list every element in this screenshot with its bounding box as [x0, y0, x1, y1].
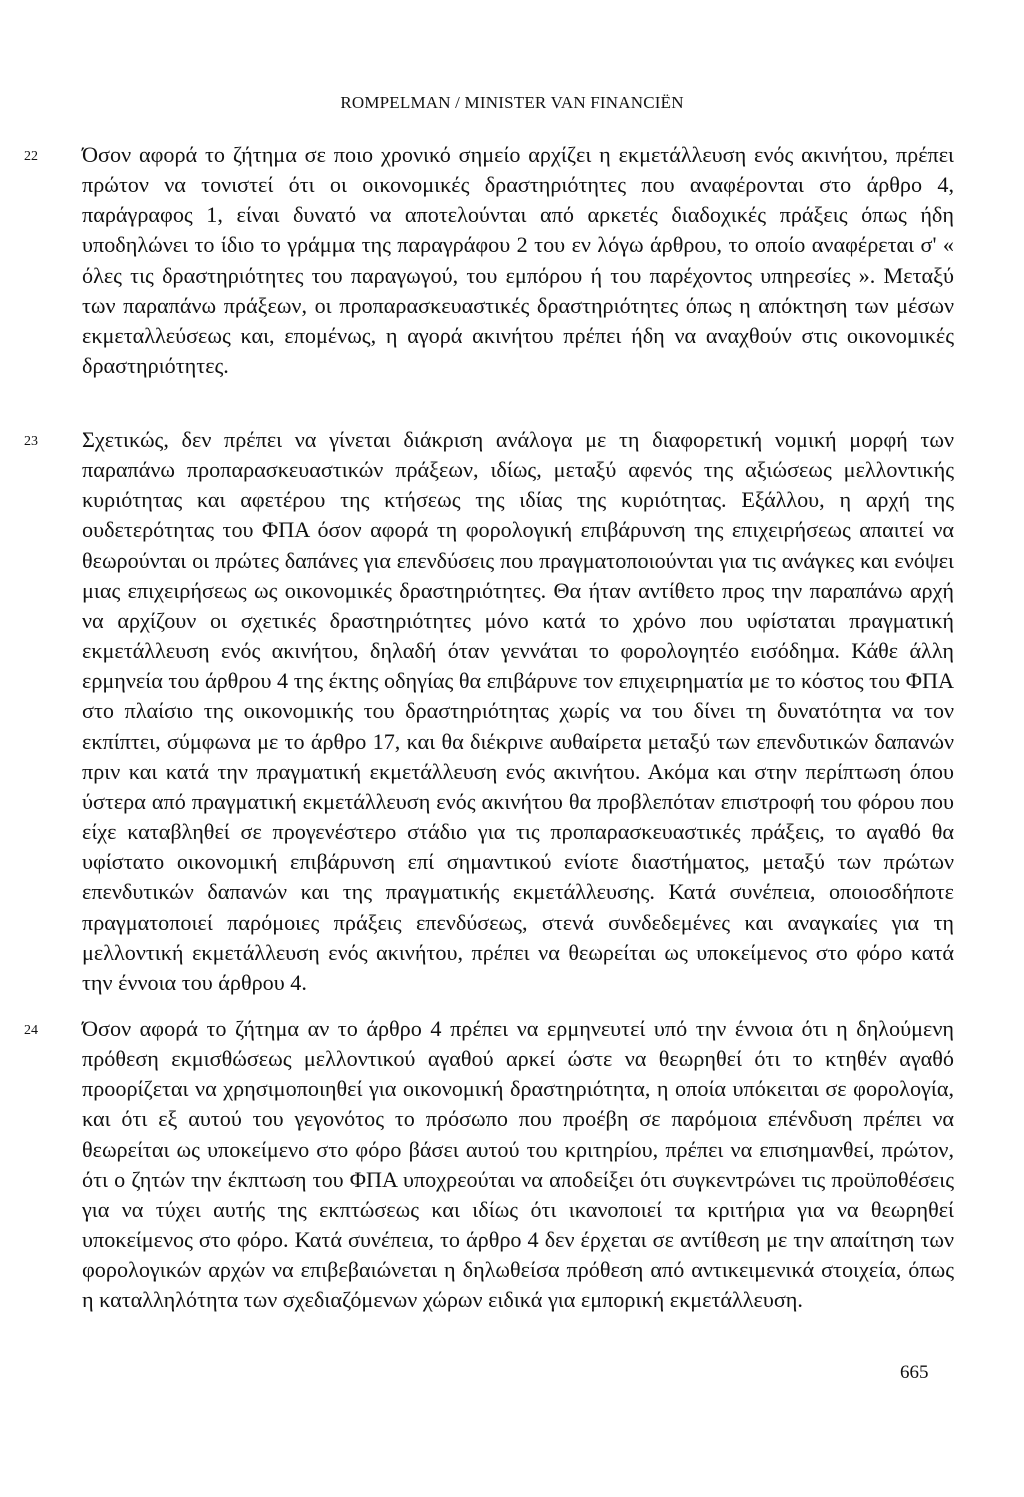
paragraph-23: Σχετικώς, δεν πρέπει να γίνεται διάκριση ανάλογα με τη διαφορετική νομική μορφή των παραπάνω προπαρασκευαστικών πράξεων, ιδίως, μεταξύ αφενός της αξιώσεως μελλοντικής κυριότητας και αφετέρου της κτήσεως της ιδίας της κυριότητας. Εξάλλου, η αρχή της ουδετερότητας του ΦΠΑ όσον αφορά τη φορολογική επιβάρυνση της επιχειρήσεως απαιτεί να θεωρούνται οι πρώτες δαπάνες για επενδύσεις που πραγματοποιούνται για τις ανάγκες και ενόψει μιας επιχειρήσεως ως οικονομικές δραστηριότητες. Θα ήταν αντίθετο προς την παραπάνω αρχή να αρχίζουν οι σχετικές δραστηριότητες μόνο κατά το χρόνο που υφίσταται πραγματική εκμετάλλευση ενός ακινήτου, δηλαδή όταν γεννάται το φορολογητέο εισόδημα. Κάθε άλλη ερμηνεία του άρθρου 4 της έκτης οδηγίας θα επιβάρυνε τον επιχειρηματία με το κόστος του ΦΠΑ στο πλαίσιο της οικονομικής του δραστηριότητας χωρίς να του δίνει τη δυνατότητα να τον εκπίπτει, σύμφωνα με το άρθρο 17, και θα διέκρινε αυθαίρετα μεταξύ των επενδυτικών δαπανών πριν και κατά την πραγματική εκμετάλλευση ενός ακινήτου. Ακόμα και στην περίπτωση όπου ύστερα από πραγματική εκμετάλλευση ενός ακινήτου θα προβλεπόταν επιστροφή του φόρου που είχε καταβληθεί σε προγενέστερο στάδιο για τις προπαρασκευαστικές πράξεις, το αγαθό θα υφίστατο οικονομική επιβάρυνση επί σημαντικού ενίοτε διαστήματος, μεταξύ των πρώτων επενδυτικών δαπανών και της πραγματικής εκμετάλλευσης. Κατά συνέπεια, οποιοσδήποτε πραγματοποιεί παρόμοιες πράξεις επενδύσεως, στενά συνδεδεμένες και αναγκαίες για τη μελλοντική εκμετάλλευση ενός ακινήτου, πρέπει να θεωρείται ως υποκείμενος στο φόρο κατά την έννοια του άρθρου 4. [82, 427, 954, 995]
running-header: ROMPELMAN / MINISTER VAN FINANCIËN [340, 93, 684, 112]
paragraph-22: Όσον αφορά το ζήτημα σε ποιο χρονικό σημείο αρχίζει η εκμετάλλευση ενός ακινήτου, πρέπει πρώτον να τονιστεί ότι οι οικονομικές δραστηριότητες που αναφέρονται στο άρθρο 4, παράγραφος 1, είναι δυνατό να αποτελούνται από αρκετές διαδοχικές πράξεις όπως ήδη υποδηλώνει το ίδιο το γράμμα της παραγράφου 2 του εν λόγω άρθρου, το οποίο αναφέρεται σ' « όλες τις δραστηριότητες του παραγωγού, του εμπόρου ή του παρέχοντος υπηρεσίες ». Μεταξύ των παραπάνω πράξεων, οι προπαρασκευαστικές δραστηριότητες όπως η απόκτηση των μέσων εκμεταλλεύσεως και, επομένως, η αγορά ακινήτου πρέπει ήδη να αναχθούν στις οικονομικές δραστηριότητες. [82, 142, 954, 379]
paragraph-24: Όσον αφορά το ζήτημα αν το άρθρο 4 πρέπει να ερμηνευτεί υπό την έννοια ότι η δηλούμενη πρόθεση εκμισθώσεως μελλοντικού αγαθού αρκεί ώστε να θεωρηθεί ότι το κτηθέν αγαθό προορίζεται να χρησιμοποιηθεί για οικονομική δραστηριότητα, η οποία υπόκειται σε φορολογία, και ότι εξ αυτού του γεγονότος το πρόσωπο που προέβη σε παρόμοια επένδυση πρέπει να θεωρείται ως υποκείμενο στο φόρο βάσει αυτού του κριτηρίου, πρέπει να επισημανθεί, πρώτον, ότι ο ζητών την έκπτωση του ΦΠΑ υποχρεούται να αποδείξει ότι συγκεντρώνει τις προϋποθέσεις για να τύχει αυτής της εκπτώσεως και ιδίως ότι ικανοποιεί τα κριτήρια για να θεωρηθεί υποκείμενος στο φόρο. Κατά συνέπεια, το άρθρο 4 δεν έρχεται σε αντίθεση με την απαίτηση των φορολογικών αρχών να επιβεβαιώνεται η δηλωθείσα πρόθεση από αντικειμενικά στοιχεία, όπως η καταλληλότητα των σχεδιαζόμενων χώρων ειδικά για εμπορική εκμετάλλευση. [82, 1016, 954, 1313]
page-number: 665 [900, 1362, 929, 1383]
paragraph-number: 22 [24, 149, 38, 164]
paragraph-number: 23 [24, 434, 38, 449]
paragraph-number: 24 [24, 1023, 38, 1038]
